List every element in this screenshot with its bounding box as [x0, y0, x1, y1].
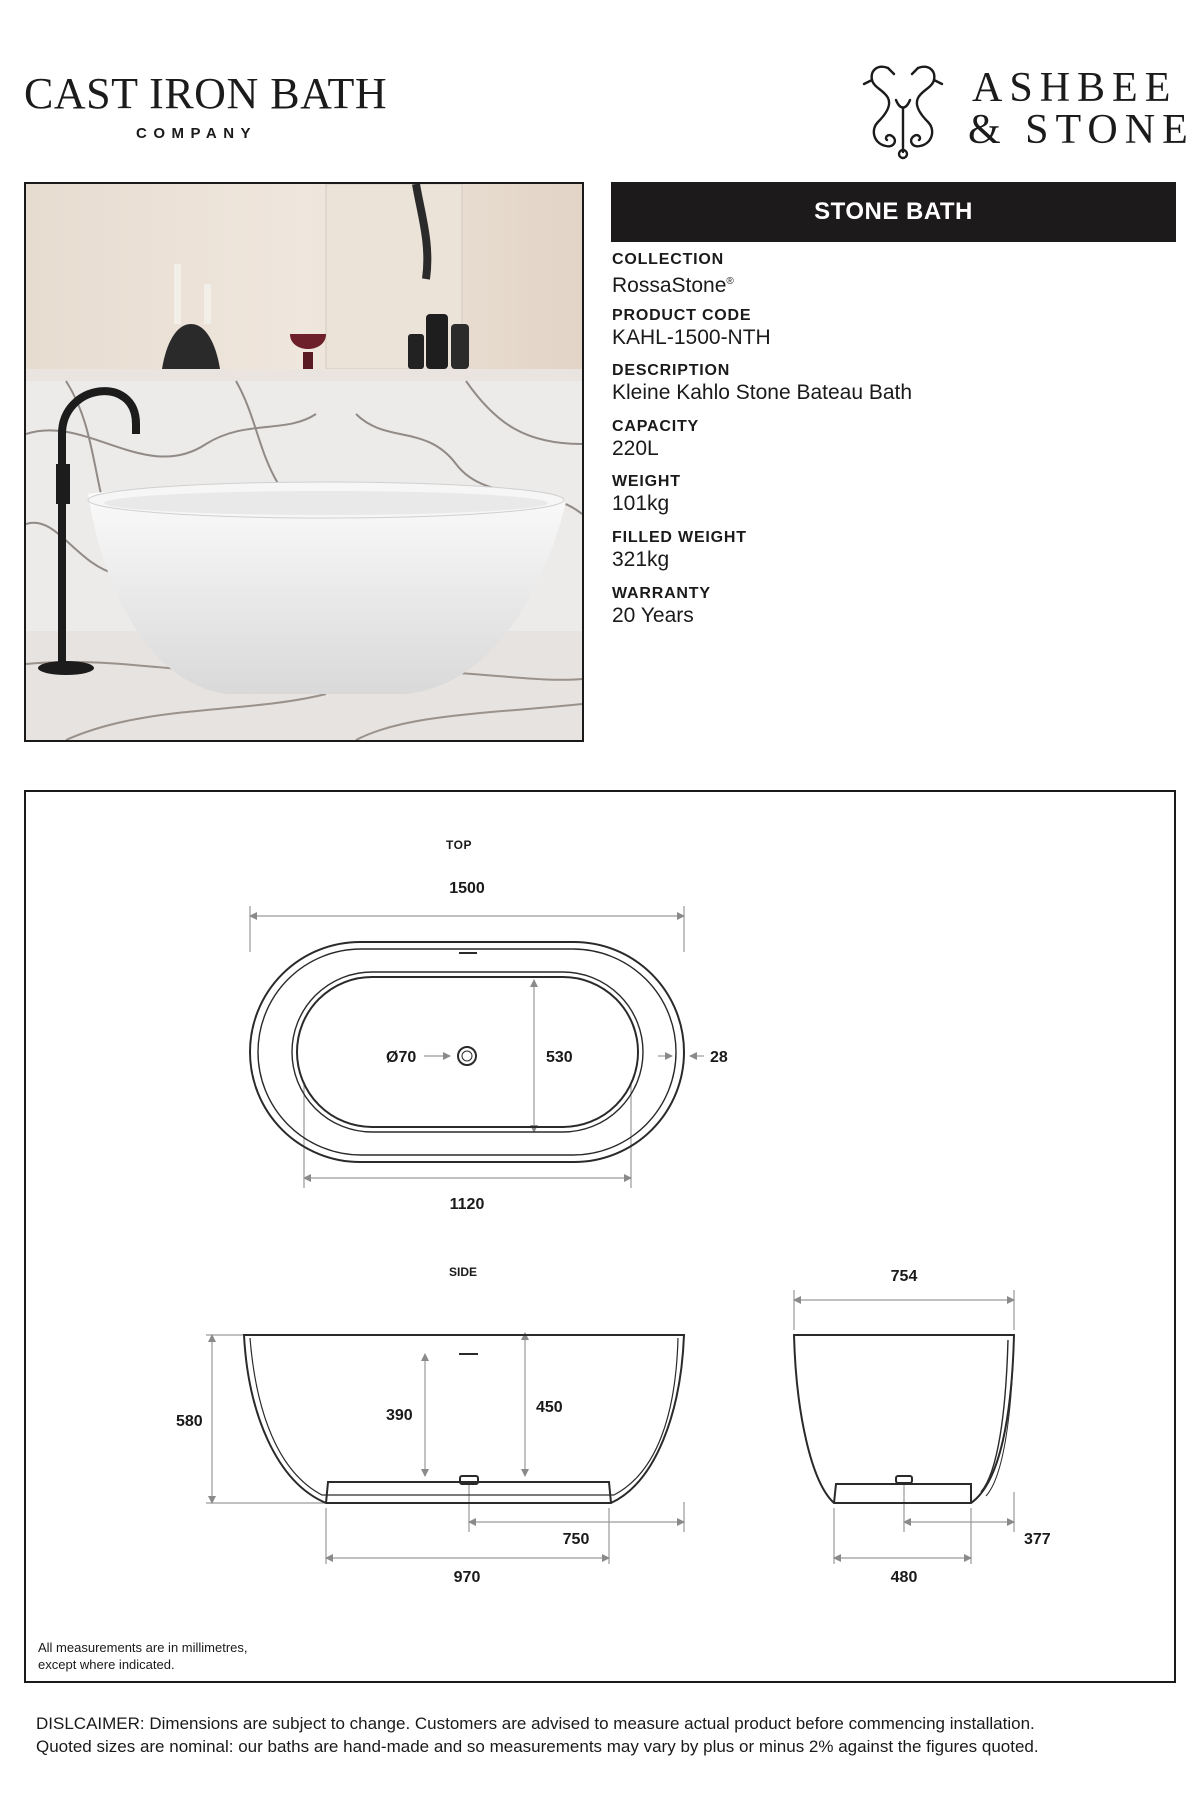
cast-iron-bath-logo-subtitle: COMPANY	[136, 125, 258, 142]
dim-top-length: 1500	[449, 880, 485, 897]
dim-side-base-length: 970	[453, 1569, 481, 1586]
dim-end-base-width: 480	[890, 1569, 918, 1586]
seahorse-logo-icon	[858, 60, 948, 160]
spec-value: 20 Years	[612, 603, 694, 627]
spec-title: STONE BATH	[814, 198, 973, 225]
spec-label: CAPACITY	[612, 417, 699, 435]
collection-name: RossaStone	[612, 274, 727, 297]
spec-label: WARRANTY	[612, 584, 711, 602]
spec-item-collection	[612, 250, 1172, 306]
technical-drawing	[26, 792, 1174, 1681]
product-photo	[24, 182, 584, 742]
spec-list	[612, 250, 1172, 639]
dim-end-waste-offset: 377	[1024, 1531, 1051, 1548]
spec-value: 220L	[612, 436, 659, 460]
spec-value: KAHL-1500-NTH	[612, 325, 771, 349]
disclaimer-line2: Quoted sizes are nominal: our baths are hand-made and so measurements may vary by plus or minus 2% against the figures quoted.	[36, 1737, 1039, 1756]
spec-item-description	[612, 361, 1172, 417]
dim-top-inner-width: 530	[546, 1049, 573, 1066]
top-view-label: TOP	[446, 838, 472, 852]
spec-label: WEIGHT	[612, 473, 681, 491]
spec-label: COLLECTION	[612, 251, 724, 268]
spec-item-weight	[612, 472, 1172, 528]
dim-top-inner-length: 1120	[449, 1196, 485, 1213]
dim-side-waste-offset: 750	[562, 1531, 590, 1548]
dim-waste-diameter: Ø70	[386, 1049, 417, 1066]
spec-label: FILLED WEIGHT	[612, 528, 747, 546]
disclaimer	[36, 1712, 1176, 1758]
spec-item-capacity	[612, 417, 1172, 473]
spec-item-filled-weight	[612, 528, 1172, 584]
spec-label: DESCRIPTION	[612, 362, 731, 380]
spec-value: 101kg	[612, 492, 670, 516]
bathroom-scene-illustration	[26, 184, 582, 740]
side-view-label: SIDE	[448, 1265, 478, 1279]
registered-mark: ®	[726, 276, 734, 287]
spec-item-product-code	[612, 306, 1172, 362]
spec-item-warranty	[612, 584, 1172, 640]
measurement-note-line1: All measurements are in millimetres,	[38, 1640, 248, 1655]
cast-iron-bath-logo-title: CAST IRON BATH	[24, 69, 388, 118]
spec-title-bar	[611, 182, 1176, 242]
ashbee-stone-logo-line1: ASHBEE	[972, 65, 1178, 111]
dim-end-width: 754	[890, 1268, 918, 1285]
technical-drawing-panel	[24, 790, 1176, 1683]
spec-value: Kleine Kahlo Stone Bateau Bath	[612, 381, 913, 405]
ashbee-stone-logo-line2: & STONE	[968, 107, 1195, 153]
dim-side-overflow-depth: 390	[386, 1407, 413, 1424]
measurement-note-line2: except where indicated.	[38, 1657, 175, 1672]
spec-value	[612, 270, 1172, 298]
dim-side-depth: 450	[536, 1399, 563, 1416]
spec-label: PRODUCT CODE	[612, 306, 752, 324]
dim-top-rim: 28	[710, 1049, 728, 1066]
dim-side-height: 580	[176, 1413, 203, 1430]
disclaimer-line1: DISLCAIMER: Dimensions are subject to change. Customers are advised to measure actual product before commencing installation.	[36, 1714, 1035, 1733]
spec-value: 321kg	[612, 547, 670, 571]
